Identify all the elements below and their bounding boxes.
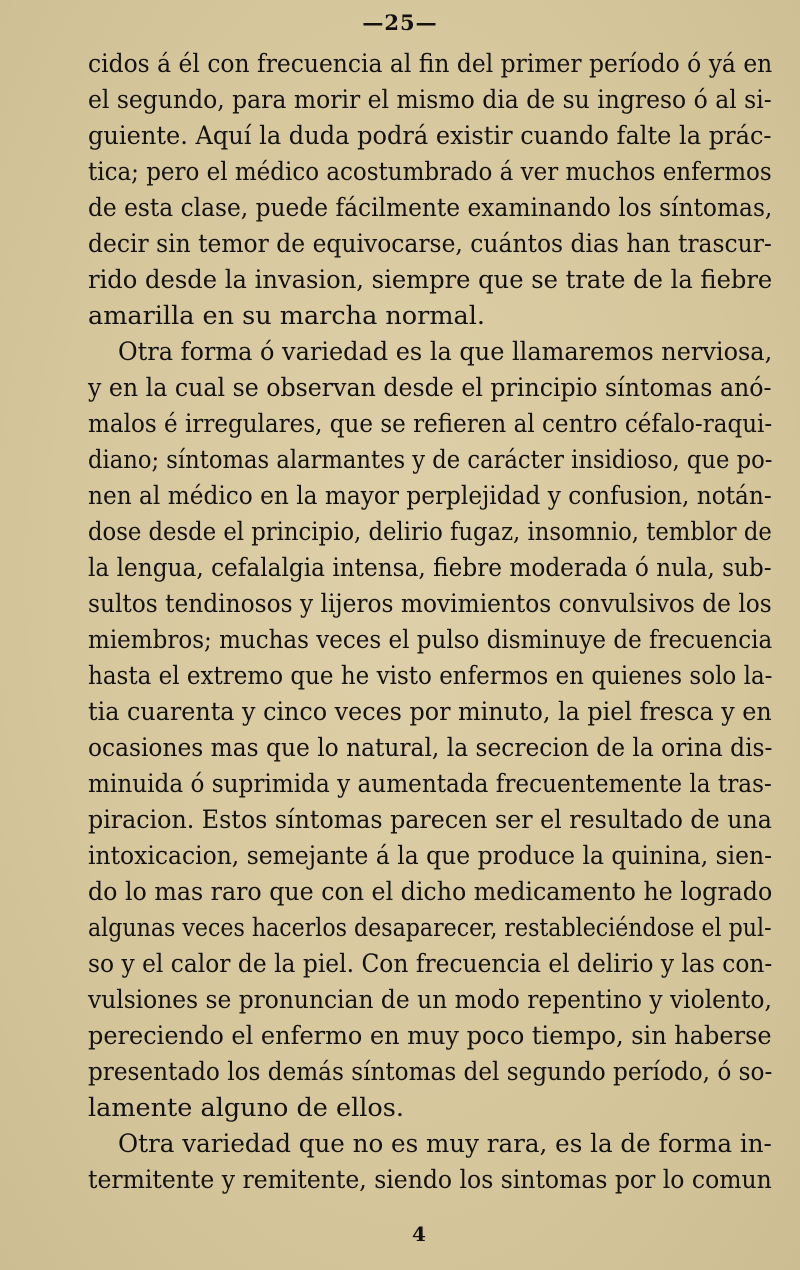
text-line: lamente alguno de ellos. [88, 1093, 404, 1123]
text-line: intoxicacion, semejante á la que produce la quinina, sien- [88, 841, 773, 871]
text-line: diano; síntomas alarmantes y de carácter insidioso, que po- [88, 445, 773, 475]
text-line: malos é irregulares, que se refieren al centro céfalo-raqui- [88, 409, 773, 439]
text-line: piracion. Estos síntomas parecen ser el resultado de una [88, 805, 772, 835]
text-line: hasta el extremo que he visto enfermos en quienes solo la- [88, 661, 773, 691]
text-line: dose desde el principio, delirio fugaz, insomnio, temblor de [88, 517, 772, 547]
text-line: cidos á él con frecuencia al fin del primer período ó yá en [88, 49, 773, 79]
text-line: so y el calor de la piel. Con frecuencia el delirio y las con- [88, 949, 773, 979]
paragraph-first-line: Otra variedad que no es muy rara, es la de forma in- [118, 1129, 772, 1159]
text-line: el segundo, para morir el mismo dia de su ingreso ó al si- [88, 85, 772, 115]
text-line: ocasiones mas que lo natural, la secrecion de la orina dis- [88, 733, 773, 763]
text-line: de esta clase, puede fácilmente examinando los síntomas, [88, 193, 773, 223]
text-line: tica; pero el médico acostumbrado á ver muchos enfermos [88, 157, 772, 187]
text-line: minuida ó suprimida y aumentada frecuentemente la tras- [88, 769, 772, 799]
page-number: —25— [362, 10, 438, 35]
text-line: la lengua, cefalalgia intensa, fiebre moderada ó nula, sub- [88, 553, 772, 583]
text-line: pereciendo el enfermo en muy poco tiempo, sin haberse [88, 1021, 772, 1051]
text-line: nen al médico en la mayor perplejidad y confusion, notán- [88, 481, 772, 511]
text-line: algunas veces hacerlos desaparecer, restableciéndose el pul- [88, 913, 772, 943]
text-line: miembros; muchas veces el pulso disminuye de frecuencia [88, 625, 773, 655]
text-line: termitente y remitente, siendo los sintomas por lo comun [88, 1165, 772, 1195]
paragraph-first-line: Otra forma ó variedad es la que llamaremos nerviosa, [118, 337, 773, 367]
text-line: presentado los demás síntomas del segundo período, ó so- [88, 1057, 773, 1087]
text-line: y en la cual se observan desde el principio síntomas anó- [88, 373, 772, 403]
text-line: guiente. Aquí la duda podrá existir cuando falte la prác- [88, 121, 772, 151]
text-line: decir sin temor de equivocarse, cuántos dias han trascur- [88, 229, 772, 259]
text-line: sultos tendinosos y lijeros movimientos convulsivos de los [88, 589, 772, 619]
text-line: vulsiones se pronuncian de un modo repentino y violento, [88, 985, 772, 1015]
text-line: tia cuarenta y cinco veces por minuto, la piel fresca y en [88, 697, 772, 727]
signature-mark: 4 [412, 1222, 426, 1246]
text-line: rido desde la invasion, siempre que se trate de la fiebre [88, 265, 773, 295]
text-line: amarilla en su marcha normal. [88, 301, 485, 331]
text-line: do lo mas raro que con el dicho medicamento he logrado [88, 877, 773, 907]
